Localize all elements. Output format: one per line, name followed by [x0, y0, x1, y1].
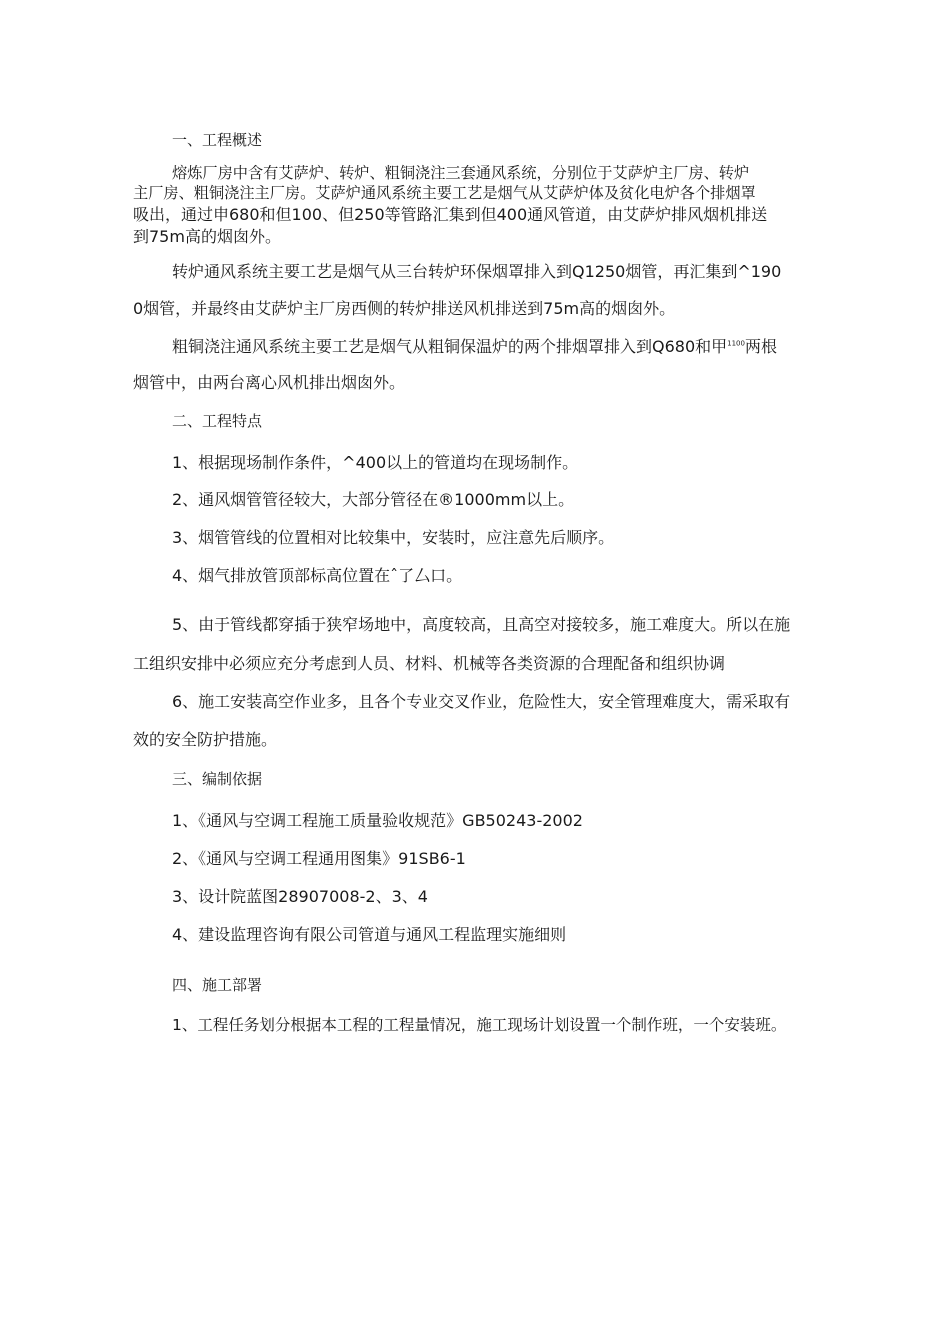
paragraph-line: 主厂房、粗铜浇注主厂房。艾萨炉通风系统主要工艺是烟气从艾萨炉体及贫化电炉各个排烟罩 [133, 184, 756, 202]
list-item: 6、施工安装高空作业多，且各个专业交叉作业，危险性大，安全管理难度大，需采取有 [172, 692, 791, 711]
list-item: 1、《通风与空调工程施工质量验收规范》GB50243-2002 [172, 811, 583, 830]
paragraph-line: 转炉通风系统主要工艺是烟气从三台转炉环保烟罩排入到Q1250烟管，再汇集到^190 [172, 262, 782, 281]
list-item-continuation: 效的安全防护措施。 [133, 730, 278, 749]
paragraph-line [172, 337, 777, 357]
list-item: 2、《通风与空调工程通用图集》91SB6-1 [172, 849, 466, 868]
list-item: 5、由于管线都穿插于狭窄场地中，高度较高，且高空对接较多，施工难度大。所以在施 [172, 615, 791, 634]
paragraph-line: 0烟管，并最终由艾萨炉主厂房西侧的转炉排送风机排送到75m高的烟囱外。 [133, 299, 676, 318]
list-item: 3、设计院蓝图28907008-2、3、4 [172, 887, 428, 906]
list-item: 1、根据现场制作条件，^400以上的管道均在现场制作。 [172, 453, 579, 472]
section-heading-overview: 一、工程概述 [172, 131, 263, 149]
list-item-continuation: 工组织安排中必须应充分考虑到人员、材料、机械等各类资源的合理配备和组织协调 [133, 654, 726, 673]
list-item: 4、烟气排放管顶部标高位置在ˆ了厶口。 [172, 566, 463, 585]
section-heading-features: 二、工程特点 [172, 412, 263, 430]
section-heading-basis: 三、编制依据 [172, 770, 263, 788]
paragraph-text: 两根 [744, 337, 777, 356]
paragraph-line: 吸出，通过申680和但100、但250等管路汇集到但400通风管道，由艾萨炉排风烟机排送 [133, 205, 768, 224]
paragraph-line: 熔炼厂房中含有艾萨炉、转炉、粗铜浇注三套通风系统，分别位于艾萨炉主厂房、转炉 [172, 164, 750, 182]
list-item: 3、烟管管线的位置相对比较集中，安装时，应注意先后顺序。 [172, 528, 615, 547]
list-item: 4、建设监理咨询有限公司管道与通风工程监理实施细则 [172, 925, 567, 944]
paragraph-line: 烟管中，由两台离心风机排出烟囱外。 [133, 373, 406, 392]
list-item: 2、通风烟管管径较大，大部分管径在®1000mm以上。 [172, 490, 575, 509]
section-heading-deployment: 四、施工部署 [172, 976, 263, 994]
list-item: 1、工程任务划分根据本工程的工程量情况，施工现场计划设置一个制作班，一个安装班。 [172, 1016, 787, 1034]
paragraph-text: 粗铜浇注通风系统主要工艺是烟气从粗铜保温炉的两个排烟罩排入到Q680和甲 [172, 337, 728, 356]
paragraph-line: 到75m高的烟囱外。 [133, 227, 281, 246]
superscript-text: 1100 [727, 339, 745, 348]
